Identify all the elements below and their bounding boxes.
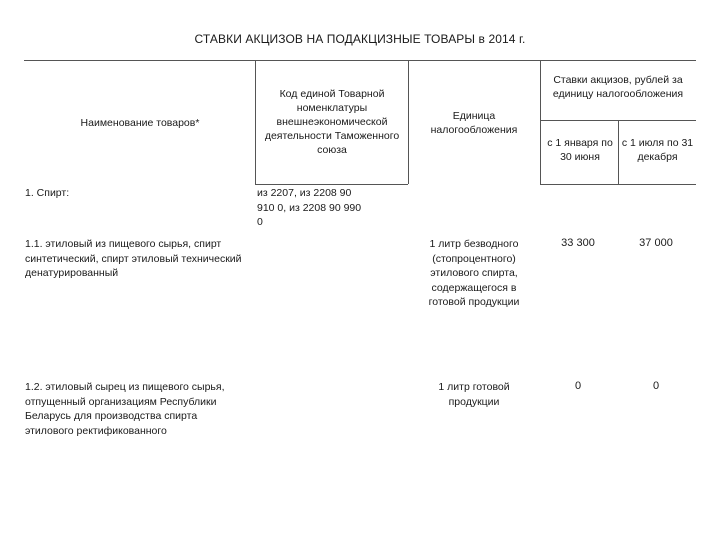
header-name: Наименование товаров* xyxy=(80,117,200,129)
row-1-1-name: 1.1. этиловый из пищевого сырья, спирт синтетический, спирт этиловый технический денатурированный xyxy=(25,238,242,279)
row-1-1-unit: 1 литр безводного (стопроцентного) этилового спирта, содержащегося в готовой продукции xyxy=(428,238,520,308)
header-unit: Единица налогообложения xyxy=(430,110,518,136)
header-bottom-border xyxy=(255,184,408,185)
header-period-1: с 1 января по 30 июня xyxy=(547,137,613,163)
col-divider-name-code xyxy=(255,60,256,184)
header-code: Код единой Товарной номенклатуры внешнеэкономической деятельности Таможенного союза xyxy=(264,88,400,156)
row-1-2-rate-2: 0 xyxy=(652,380,660,392)
col-divider-unit-rates xyxy=(540,60,541,184)
col-divider-code-unit xyxy=(408,60,409,184)
row-1-1-rate-1: 33 300 xyxy=(561,237,595,249)
row-1-2-rate-1: 0 xyxy=(574,380,582,392)
row-1-1-rate-2: 37 000 xyxy=(639,237,673,249)
header-period-2: с 1 июля по 31 декабря xyxy=(621,137,694,163)
page-title: СТАВКИ АКЦИЗОВ НА ПОДАКЦИЗНЫЕ ТОВАРЫ в 2014 г. xyxy=(194,32,526,46)
header-rates: Ставки акцизов, рублей за единицу налогообложения xyxy=(552,74,684,100)
row-1-2-unit: 1 литр готовой продукции xyxy=(438,381,510,408)
header-bottom-border-right xyxy=(540,184,696,185)
row-1-name: 1. Спирт: xyxy=(25,187,70,199)
row-1-code: из 2207, из 2208 90 910 0, из 2208 90 990 0 xyxy=(257,187,362,228)
row-1-2-name: 1.2. этиловый сырец из пищевого сырья, отпущенный организациям Республики Беларусь для производства спирта этилового ректификованного xyxy=(25,381,225,437)
header-top-border xyxy=(24,60,696,61)
